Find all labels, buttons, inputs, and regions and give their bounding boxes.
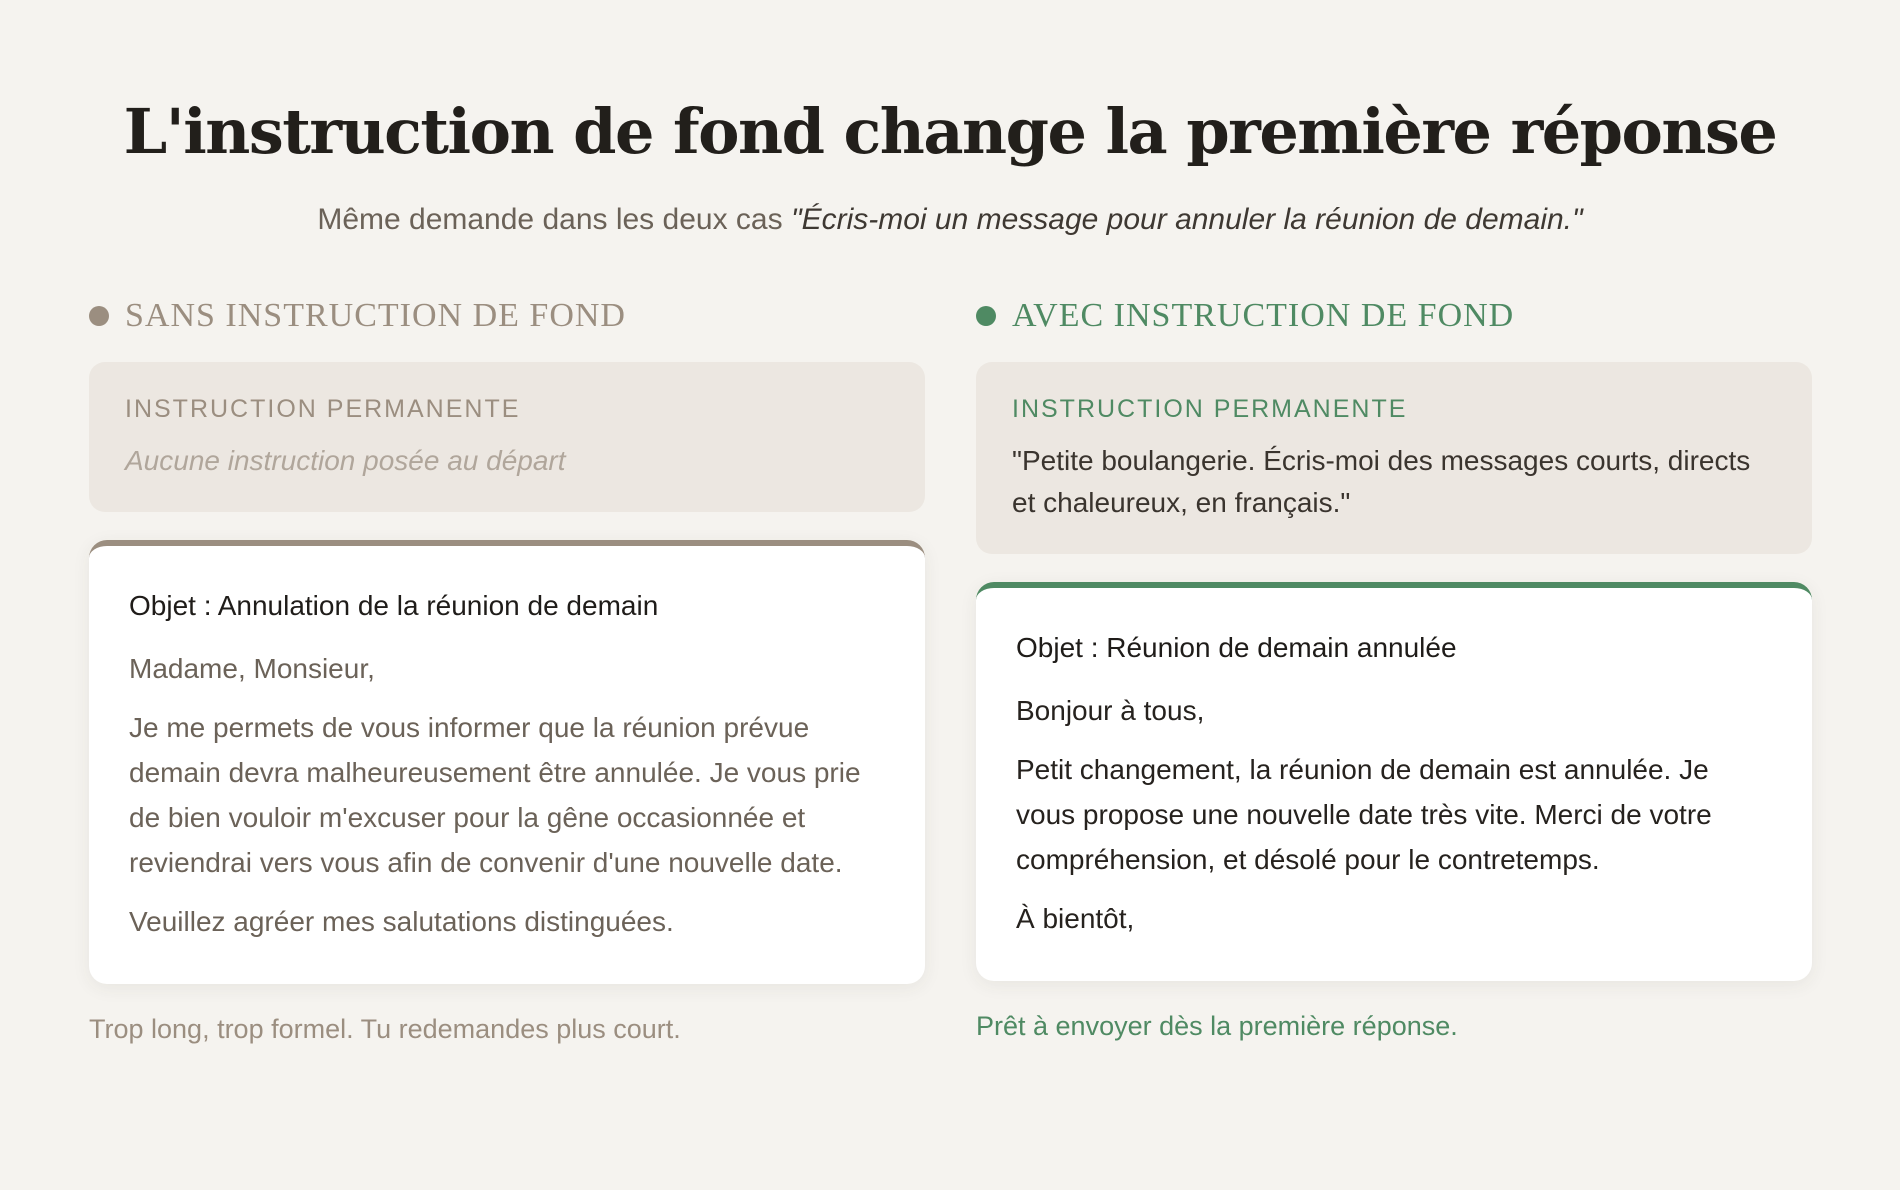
status-dot-icon [976, 306, 996, 326]
instruction-text: Aucune instruction posée au départ [125, 445, 566, 476]
instruction-text: "Petite boulangerie. Écris-moi des messages courts, directs et chaleureux, en français." [1012, 445, 1751, 518]
page-title: L'instruction de fond change la première réponse [123, 95, 1777, 168]
column-without-instruction [89, 296, 925, 1048]
message-body: Petit changement, la réunion de demain est annulée. Je vous propose une nouvelle date très vite. Merci de votre compréhension, et désolé pour le contretemps. [1016, 754, 1712, 875]
column-header-label: AVEC INSTRUCTION DE FOND [1012, 297, 1515, 334]
message-card [89, 540, 925, 984]
message-subject: Objet : Réunion de demain annulée [1016, 632, 1457, 663]
column-header [976, 296, 1812, 336]
message-body: Je me permets de vous informer que la réunion prévue demain devra malheureusement être annulée. Je vous prie de bien vouloir m'excuser pour la gêne occasionnée et reviendrai vers vous afin de convenir d'une nouvelle date. [129, 712, 861, 878]
subtitle-lead: Même demande dans les deux cas [317, 203, 783, 236]
column-with-instruction [976, 296, 1812, 1045]
status-dot-icon [89, 306, 109, 326]
message-greeting: Bonjour à tous, [1016, 695, 1205, 726]
page-subtitle [0, 198, 1900, 242]
message-subject: Objet : Annulation de la réunion de demain [129, 590, 659, 621]
instruction-label: INSTRUCTION PERMANENTE [1012, 395, 1408, 423]
message-card [976, 582, 1812, 981]
column-header [89, 296, 925, 336]
message-closing: À bientôt, [1016, 903, 1135, 934]
column-footnote: Prêt à envoyer dès la première réponse. [976, 1011, 1458, 1041]
instruction-box [976, 362, 1812, 554]
instruction-label: INSTRUCTION PERMANENTE [125, 395, 521, 423]
message-greeting: Madame, Monsieur, [129, 653, 375, 684]
column-footnote: Trop long, trop formel. Tu redemandes plus court. [89, 1014, 681, 1044]
message-closing: Veuillez agréer mes salutations distinguées. [129, 906, 674, 937]
column-header-label: SANS INSTRUCTION DE FOND [125, 297, 626, 334]
subtitle-quote: "Écris-moi un message pour annuler la réunion de demain." [790, 203, 1583, 236]
instruction-box [89, 362, 925, 512]
